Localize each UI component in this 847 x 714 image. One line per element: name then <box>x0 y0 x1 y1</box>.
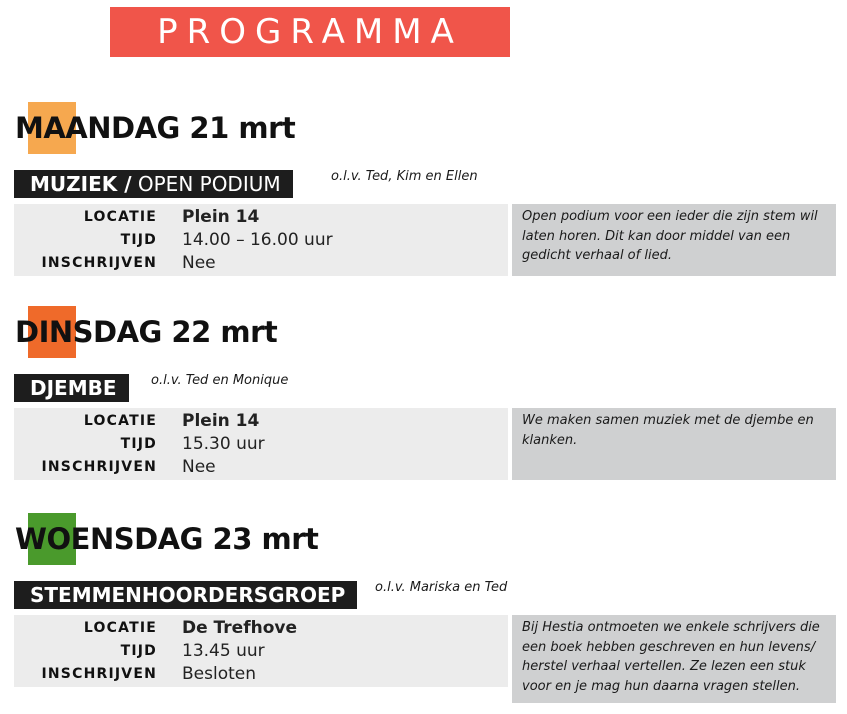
info-row-location <box>14 620 508 642</box>
location-label: LOCATIE <box>83 620 157 636</box>
signup-value: Besloten <box>182 664 257 684</box>
day-title: WOENSDAG 23 mrt <box>15 522 319 556</box>
page-title: PROGRAMMA <box>110 7 510 57</box>
location-value: De Trefhove <box>182 618 297 638</box>
signup-label: INSCHRIJVEN <box>41 459 157 475</box>
activity-name: DJEMBE <box>30 376 117 400</box>
signup-label: INSCHRIJVEN <box>41 255 157 271</box>
location-label: LOCATIE <box>83 209 157 225</box>
activity-tag <box>14 374 129 402</box>
time-label: TIJD <box>120 643 157 659</box>
location-value: Plein 14 <box>182 411 260 431</box>
activity-info-box <box>14 408 508 480</box>
activity-leader: o.l.v. Ted, Kim en Ellen <box>331 169 478 184</box>
activity-name: MUZIEK / <box>30 172 132 196</box>
day-section-monday <box>0 102 847 302</box>
time-value: 15.30 uur <box>182 434 265 454</box>
activity-tag <box>14 170 293 198</box>
info-row-location <box>14 209 508 231</box>
day-section-wednesday <box>0 513 847 713</box>
signup-value: Nee <box>182 457 216 477</box>
info-row-signup <box>14 255 508 277</box>
signup-label: INSCHRIJVEN <box>41 666 157 682</box>
time-value: 14.00 – 16.00 uur <box>182 230 333 250</box>
location-value: Plein 14 <box>182 207 260 227</box>
activity-description: Bij Hestia ontmoeten we enkele schrijvers die een boek hebben geschreven en hun levens/ herstel verhaal vertellen. Ze lezen een stuk voor en je mag hun daarna vragen stellen. <box>512 615 836 703</box>
activity-description: We maken samen muziek met de djembe en klanken. <box>512 408 836 480</box>
info-row-time <box>14 232 508 254</box>
day-section-tuesday <box>0 306 847 506</box>
info-row-location <box>14 413 508 435</box>
info-row-signup <box>14 459 508 481</box>
info-row-signup <box>14 666 508 688</box>
activity-leader: o.l.v. Ted en Monique <box>151 373 289 388</box>
info-row-time <box>14 436 508 458</box>
day-title: MAANDAG 21 mrt <box>15 111 296 145</box>
activity-tag <box>14 581 357 609</box>
signup-value: Nee <box>182 253 216 273</box>
info-row-time <box>14 643 508 665</box>
activity-info-box <box>14 204 508 276</box>
activity-name: STEMMENHOORDERSGROEP <box>30 583 346 607</box>
time-label: TIJD <box>120 232 157 248</box>
activity-info-box <box>14 615 508 687</box>
day-title: DINSDAG 22 mrt <box>15 315 278 349</box>
activity-subname: OPEN PODIUM <box>131 172 281 196</box>
time-value: 13.45 uur <box>182 641 265 661</box>
time-label: TIJD <box>120 436 157 452</box>
activity-leader: o.l.v. Mariska en Ted <box>375 580 508 595</box>
location-label: LOCATIE <box>83 413 157 429</box>
activity-description: Open podium voor een ieder die zijn stem wil laten horen. Dit kan door middel van een gedicht verhaal of lied. <box>512 204 836 276</box>
